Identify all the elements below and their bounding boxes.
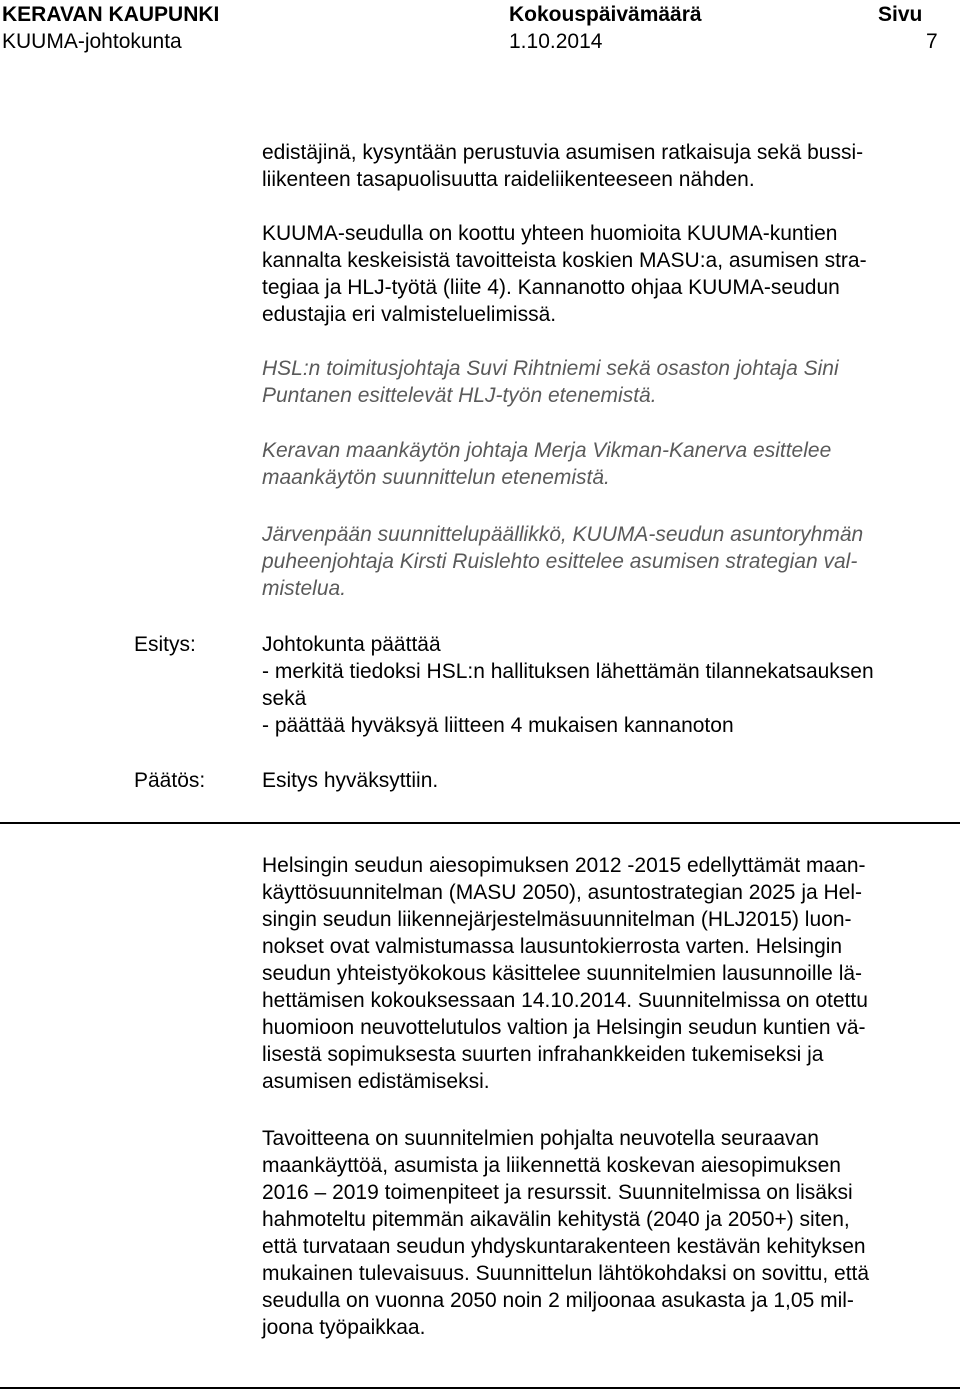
text-line: 2016 – 2019 toimenpiteet ja resurssit. Suunnitelmissa on lisäksi	[262, 1181, 853, 1204]
text-line: maankäyttöä, asumista ja liikennettä koskevan aiesopimuksen	[262, 1154, 841, 1177]
text-line: seudun yhteistyökokous käsittelee suunnitelmien lausunnoille lä-	[262, 962, 863, 985]
text-line: edistäjinä, kysyntään perustuvia asumisen ratkaisuja sekä bussi-	[262, 141, 864, 164]
text-line: käyttösuunnitelman (MASU 2050), asuntostrategian 2025 ja Hel-	[262, 881, 862, 904]
proposal-text	[262, 631, 954, 739]
paragraph-agreement-goals	[262, 1125, 954, 1341]
text-line: hahmoteltu pitemmän aikavälin kehitystä (2040 ja 2050+) siten,	[262, 1208, 850, 1231]
text-line: sekä	[262, 687, 307, 710]
paragraph-kuuma-observations	[262, 220, 954, 328]
text-line: hettämisen kokouksessaan 14.10.2014. Suunnitelmissa on otettu	[262, 989, 868, 1012]
text-line: Keravan maankäytön johtaja Merja Vikman-Kanerva esittelee	[262, 439, 832, 462]
paragraph-housing-solutions	[262, 139, 954, 193]
text-line: maankäytön suunnittelun etenemistä.	[262, 466, 610, 489]
paragraph-kerava-presentation	[262, 437, 954, 491]
text-line: joona työpaikkaa.	[262, 1316, 426, 1339]
text-line: Esitys hyväksyttiin.	[262, 769, 439, 792]
text-line: KUUMA-seudulla on koottu yhteen huomioita KUUMA-kuntien	[262, 222, 838, 245]
text-line: mistelua.	[262, 577, 347, 600]
text-line: Helsingin seudun aiesopimuksen 2012 -2015 edellyttämät maan-	[262, 854, 866, 877]
proposal-label: Esitys:	[134, 633, 196, 656]
text-line: singin seudun liikennejärjestelmäsuunnitelman (HLJ2015) luon-	[262, 908, 852, 931]
text-line: asumisen edistämiseksi.	[262, 1070, 490, 1093]
text-line: HSL:n toimitusjohtaja Suvi Rihtniemi sekä osaston johtaja Sini	[262, 357, 839, 380]
paragraph-agreement-plans	[262, 852, 954, 1095]
text-line: nokset ovat valmistumassa lausuntokierrosta varten. Helsingin	[262, 935, 843, 958]
text-line: liikenteen tasapuolisuutta raideliikenteeseen nähden.	[262, 168, 755, 191]
text-line: edustajia eri valmisteluelimissä.	[262, 303, 557, 326]
committee-name: KUUMA-johtokunta	[2, 30, 182, 53]
text-line: puheenjohtaja Kirsti Ruislehto esittelee asumisen strategian val-	[262, 550, 858, 573]
paragraph-jarvenpaa-presentation	[262, 521, 954, 602]
text-line: - päättää hyväksyä liitteen 4 mukaisen kannanoton	[262, 714, 734, 737]
text-line: Tavoitteena on suunnitelmien pohjalta neuvotella seuraavan	[262, 1127, 819, 1150]
text-line: huomioon neuvottelutulos valtion ja Helsingin seudun kuntien vä-	[262, 1016, 866, 1039]
text-line: seudulla on vuonna 2050 noin 2 miljoonaa asukasta ja 1,05 mil-	[262, 1289, 854, 1312]
text-line: - merkitä tiedoksi HSL:n hallituksen lähettämän tilannekatsauksen	[262, 660, 874, 683]
text-line: että turvataan seudun yhdyskuntarakenteen kestävän kehityksen	[262, 1235, 866, 1258]
meeting-date-label: Kokouspäivämäärä	[509, 3, 702, 26]
text-line: Järvenpään suunnittelupäällikkö, KUUMA-seudun asuntoryhmän	[262, 523, 864, 546]
text-line: lisestä sopimuksesta suurten infrahankkeiden tukemiseksi ja	[262, 1043, 824, 1066]
text-line: tegiaa ja HLJ-työtä (liite 4). Kannanotto ohjaa KUUMA-seudun	[262, 276, 840, 299]
text-line: Puntanen esittelevät HLJ-työn etenemistä.	[262, 384, 657, 407]
text-line: kannalta keskeisistä tavoitteista koskien MASU:a, asumisen stra-	[262, 249, 867, 272]
page-number: 7	[926, 30, 938, 53]
decision-text	[262, 767, 954, 794]
page-label: Sivu	[878, 3, 923, 26]
text-line: mukainen tulevaisuus. Suunnittelun lähtökohdaksi on sovittu, että	[262, 1262, 870, 1285]
paragraph-hsl-presentation	[262, 355, 954, 409]
meeting-date: 1.10.2014	[509, 30, 603, 53]
page-header	[0, 0, 960, 60]
section-divider	[0, 822, 960, 824]
footer-rule	[0, 1387, 960, 1389]
text-line: Johtokunta päättää	[262, 633, 441, 656]
organization-name: KERAVAN KAUPUNKI	[2, 3, 220, 26]
decision-label: Päätös:	[134, 769, 206, 792]
